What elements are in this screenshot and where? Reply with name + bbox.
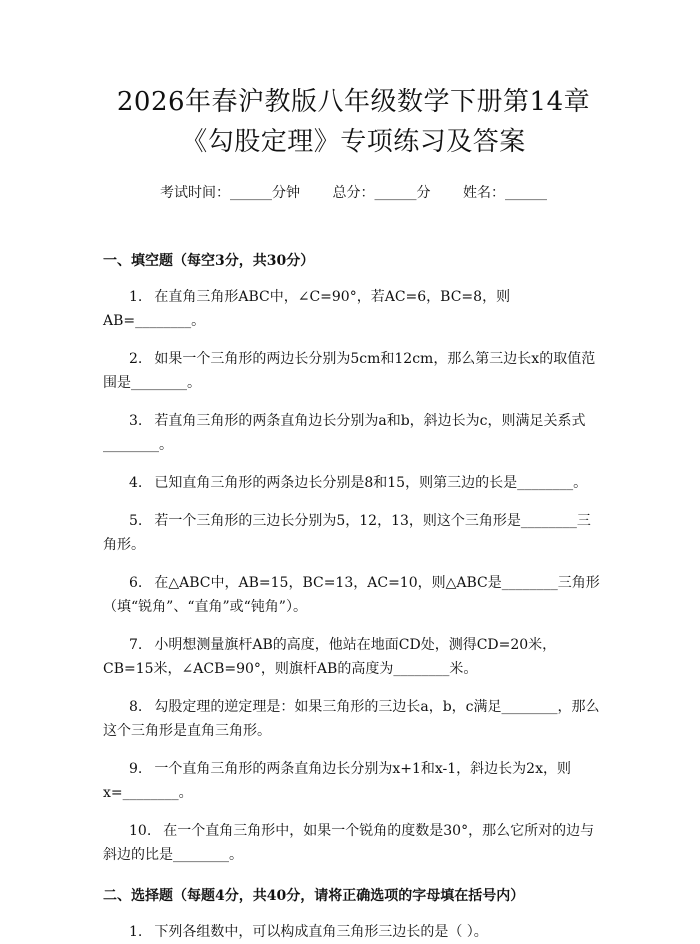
question-text: 已知直角三角形的两条边长分别是8和15，则第三边的长是________。: [154, 475, 588, 491]
exam-time: 考试时间：______分钟: [160, 185, 301, 201]
document-title: [103, 82, 604, 162]
question-text: 在直角三角形ABC中，∠C=90°，若AC=6，BC=8，则AB=________。: [103, 289, 511, 329]
question-item: [103, 409, 604, 457]
question-number: 4.: [129, 475, 143, 491]
question-text: 一个直角三角形的两条直角边长分别为x+1和x-1，斜边长为2x，则x=________。: [103, 761, 571, 801]
question-text: 若直角三角形的两条直角边长分别为a和b，斜边长为c，则满足关系式________。: [103, 413, 586, 453]
exam-info: [103, 183, 604, 203]
question-text: 下列各组数中，可以构成直角三角形三边长的是（ ）。: [154, 924, 488, 940]
exam-total-score: 总分：______分: [332, 185, 431, 201]
question-number: 10.: [129, 823, 152, 839]
question-number: 7.: [129, 637, 143, 653]
question-text: 小明想测量旗杆AB的高度，他站在地面CD处，测得CD=20米，CB=15米，∠ACB=90°，则旗杆AB的高度为________米。: [103, 637, 557, 677]
question-item: [103, 285, 604, 333]
question-number: 6.: [129, 575, 143, 591]
question-text: 若一个三角形的三边长分别为5，12，13，则这个三角形是________三角形。: [103, 513, 591, 553]
question-number: 8.: [129, 699, 143, 715]
question-item: [103, 571, 604, 619]
question-number: 9.: [129, 761, 143, 777]
question-text: 在△ABC中，AB=15，BC=13，AC=10，则△ABC是________三角形（填“锐角”、“直角”或“钝角”）。: [103, 575, 600, 615]
question-item: [103, 347, 604, 395]
question-item: [103, 509, 604, 557]
section-multiple-choice-title: 二、选择题（每题4分，共40分，请将正确选项的字母填在括号内）: [103, 888, 525, 904]
question-number: 3.: [129, 413, 143, 429]
question-number: 5.: [129, 513, 143, 529]
exam-student-name: 姓名：______: [462, 185, 547, 201]
question-text: 勾股定理的逆定理是：如果三角形的三边长a，b，c满足________，那么这个三角形是直角三角形。: [103, 699, 600, 739]
title-line-2: 《勾股定理》专项练习及答案: [181, 127, 526, 157]
section-fill-blank-title: 一、填空题（每空3分，共30分）: [103, 253, 315, 269]
question-item: [103, 920, 604, 944]
question-item: [103, 471, 604, 495]
question-item: [103, 757, 604, 805]
question-text: 在一个直角三角形中，如果一个锐角的度数是30°，那么它所对的边与斜边的比是________。: [103, 823, 595, 863]
question-number: 1.: [129, 289, 143, 305]
title-line-1: 2026年春沪教版八年级数学下册第14章: [116, 87, 591, 117]
question-item: [103, 695, 604, 743]
question-item: [103, 633, 604, 681]
question-text: 如果一个三角形的两边长分别为5cm和12cm，那么第三边长x的取值范围是________。: [103, 351, 596, 391]
question-item: [103, 819, 604, 867]
question-number: 1.: [129, 924, 143, 940]
question-number: 2.: [129, 351, 143, 367]
